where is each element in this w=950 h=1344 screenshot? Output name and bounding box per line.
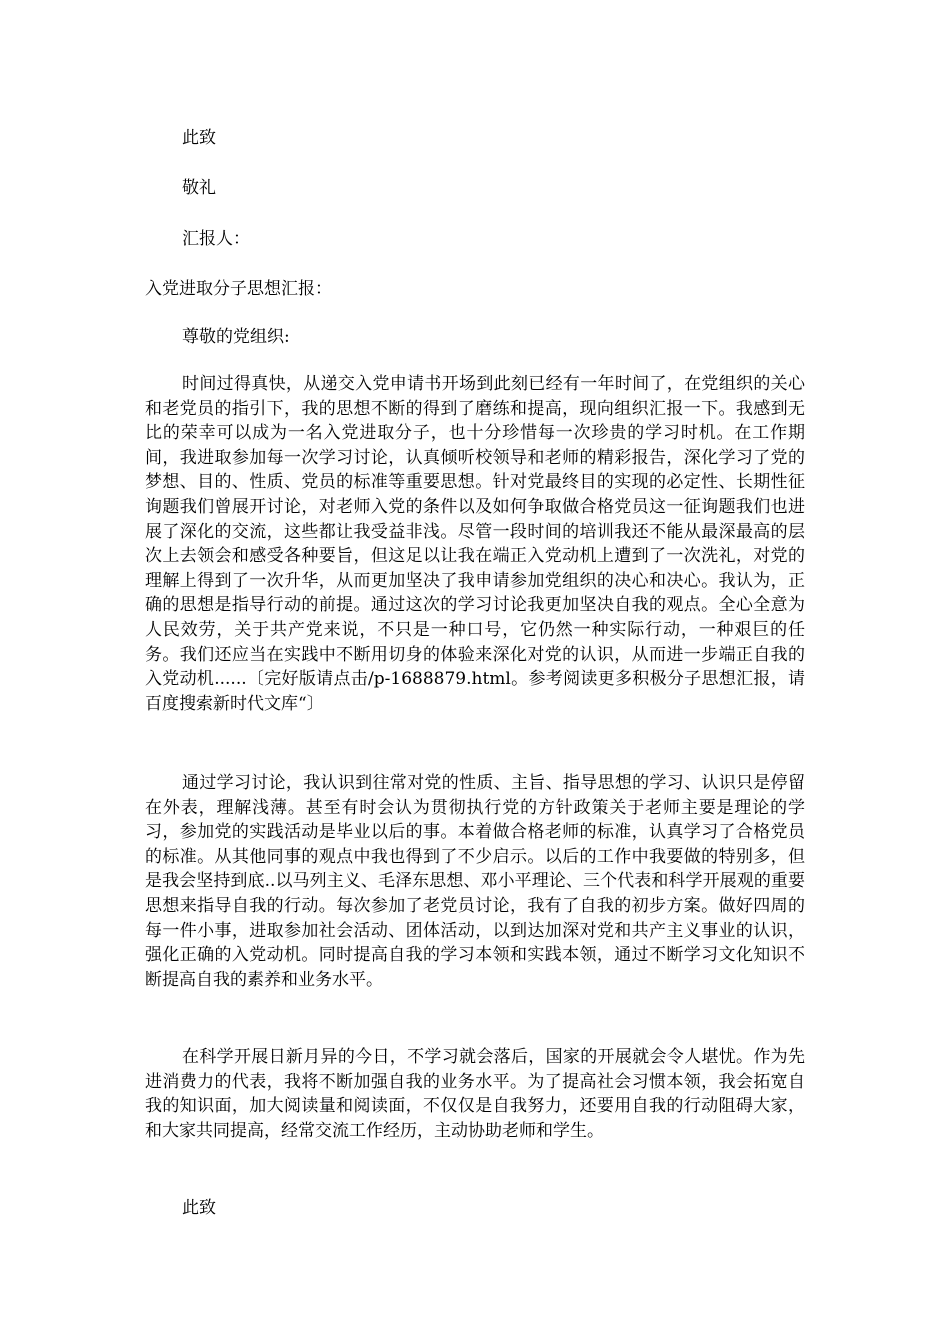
closing-line-1: 此致 — [182, 128, 216, 148]
closing-line-2: 此致 — [182, 1198, 216, 1218]
reporter-line: 汇报人： — [182, 229, 250, 249]
regards-line: 敬礼 — [182, 178, 216, 198]
body-paragraph-1: 时间过得真快，从递交入党申请书开场到此刻已经有一年时间了，在党组织的关心和老党员的指引下，我的思想不断的得到了磨练和提高，现向组织汇报一下。我感到无比的荣幸可以成为一名入党进取分子，也十分珍惜每一次珍贵的学习时机。在工作期间，我进取参加每一次学习讨论，认真倾听校领导和老师的精彩报告，深化学习了党的梦想、目的、性质、党员的标准等重要思想。针对党最终目的实现的必定性、长期性征询题我们曾展开讨论，对老师入党的条件以及如何争取做合格党员这一征询题我们也进展了深化的交流，这些都让我受益非浅。尽管一段时间的培训我还不能从最深最高的层次上去领会和感受各种要旨，但这足以让我在端正入党动机上遭到了一次洗礼，对党的理解上得到了一次升华，从而更加坚决了我申请参加党组织的决心和决心。我认为，正确的思想是指导行动的前提。通过这次的学习讨论我更加坚决自我的观点。全心全意为人民效劳，关于共产党来说，不只是一种口号，它仍然一种实际行动，一种艰巨的任务。我们还应当在实践中不断用切身的体验来深化对党的认识，从而进一步端正自我的入党动机......〔完好版请点击/p-1688879.html。参考阅读更多积极分子思想汇报，请百度搜索新时代文库“〕 — [145, 374, 805, 714]
salutation-line: 尊敬的党组织: — [182, 327, 290, 347]
report-title: 入党进取分子思想汇报： — [145, 279, 332, 299]
body-paragraph-3: 在科学开展日新月异的今日，不学习就会落后，国家的开展就会令人堪忧。作为先进消费力的代表，我将不断加强自我的业务水平。为了提高社会习惯本领，我会拓宽自我的知识面，加大阅读量和阅读面，不仅仅是自我努力，还要用自我的行动阻碍大家，和大家共同提高，经常交流工作经历，主动协助老师和学生。 — [145, 1047, 805, 1141]
body-paragraph-2: 通过学习讨论，我认识到往常对党的性质、主旨、指导思想的学习、认识只是停留在外表，理解浅薄。甚至有时会认为贯彻执行党的方针政策关于老师主要是理论的学习，参加党的实践活动是毕业以后的事。本着做合格老师的标准，认真学习了合格党员的标准。从其他同事的观点中我也得到了不少启示。以后的工作中我要做的特别多，但是我会坚持到底..以马列主义、毛泽东思想、邓小平理论、三个代表和科学开展观的重要思想来指导自我的行动。每次参加了老党员讨论，我有了自我的初步方案。做好四周的每一件小事，进取参加社会活动、团体活动，以到达加深对党和共产主义事业的认识，强化正确的入党动机。同时提高自我的学习本领和实践本领，通过不断学习文化知识不断提高自我的素养和业务水平。 — [145, 773, 805, 990]
